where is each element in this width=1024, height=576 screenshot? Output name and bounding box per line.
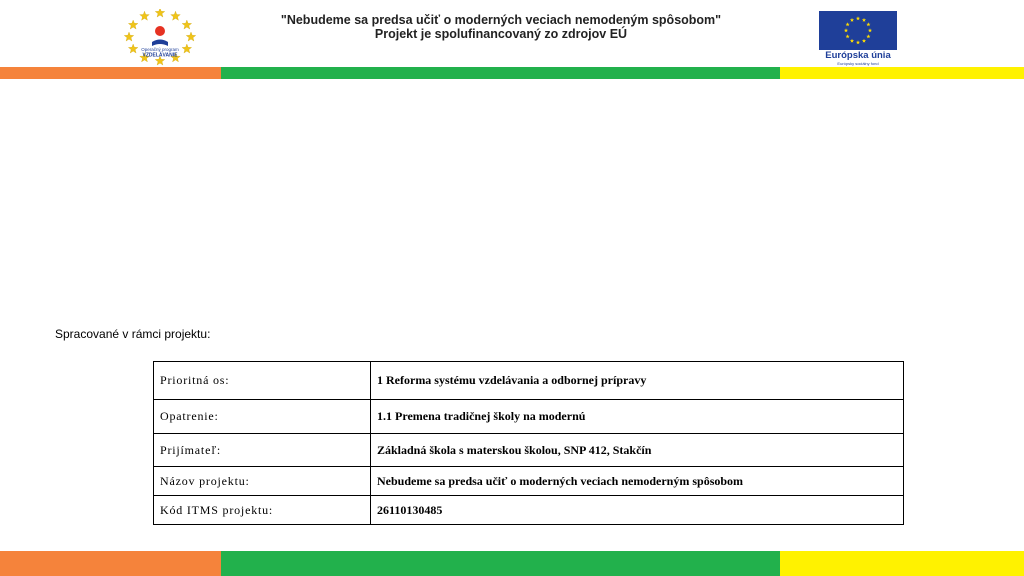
star-icon <box>140 11 150 20</box>
row-label: Opatrenie: <box>154 400 371 434</box>
color-band-top <box>0 67 1024 79</box>
band-segment-orange <box>0 551 221 576</box>
star-icon <box>186 32 196 41</box>
band-segment-green <box>221 551 780 576</box>
header-title-line-1: "Nebudeme sa predsa učiť o moderných veciach nemodeným spôsobom" <box>280 13 722 27</box>
star-icon <box>128 44 138 53</box>
logo-operacny-program-vzdelavanie <box>122 9 198 67</box>
header <box>0 0 1024 68</box>
star-icon <box>128 20 138 29</box>
eu-flag-icon <box>819 11 897 50</box>
row-label: Prijímateľ: <box>154 434 371 467</box>
star-icon <box>155 9 165 17</box>
row-value: 26110130485 <box>371 496 904 525</box>
book-icon <box>152 40 168 47</box>
table-row <box>154 496 904 525</box>
band-segment-yellow <box>780 67 1024 79</box>
star-icon <box>171 11 181 20</box>
color-band-bottom <box>0 551 1024 576</box>
table-row <box>154 400 904 434</box>
table-row <box>154 434 904 467</box>
logo-line-2: VZDELÁVANIE <box>142 52 178 59</box>
row-value: 1.1 Premena tradičnej školy na modernú <box>371 400 904 434</box>
table-row <box>154 362 904 400</box>
eu-label: Európska únia <box>825 50 891 61</box>
row-value: Základná škola s materskou školou, SNP 412, Stakčín <box>371 434 904 467</box>
table-row <box>154 467 904 496</box>
intro-text: Spracované v rámci projektu: <box>55 327 211 341</box>
header-title-line-2: Projekt je spolufinancovaný zo zdrojov EÚ <box>374 27 628 41</box>
row-label: Prioritná os: <box>154 362 371 400</box>
band-segment-yellow <box>780 551 1024 576</box>
project-info-table <box>153 361 904 525</box>
row-label: Kód ITMS projektu: <box>154 496 371 525</box>
row-value: 1 Reforma systému vzdelávania a odbornej prípravy <box>371 362 904 400</box>
star-icon <box>124 32 134 41</box>
logo-line-1: Operačný program <box>141 47 179 52</box>
star-icon <box>182 44 192 53</box>
star-icon <box>182 20 192 29</box>
eu-sublabel: Európsky sociálny fond <box>837 61 879 66</box>
red-dot-icon <box>155 26 165 36</box>
header-title <box>236 13 766 41</box>
row-value: Nebudeme sa predsa učiť o moderných veciach nemoderným spôsobom <box>371 467 904 496</box>
row-label: Názov projektu: <box>154 467 371 496</box>
band-segment-green <box>221 67 780 79</box>
band-segment-orange <box>0 67 221 79</box>
